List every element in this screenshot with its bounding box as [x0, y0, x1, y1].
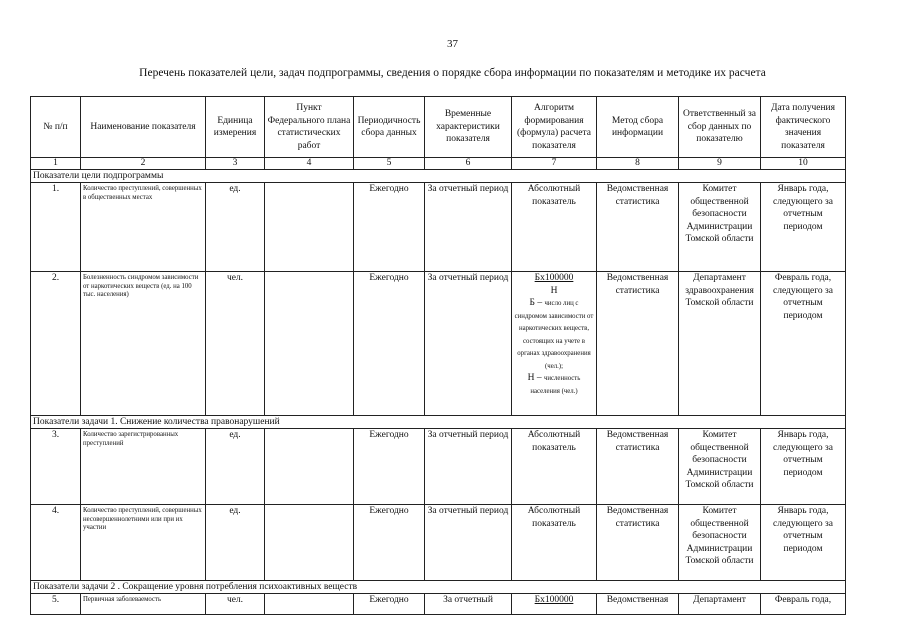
- indicator-name: Количество преступлений, совершенных несовершеннолетними или при их участии: [81, 505, 206, 581]
- responsible-cell: Комитет общественной безопасности Администрации Томской области: [679, 183, 761, 272]
- time-cell: За отчетный период: [425, 505, 512, 581]
- date-cell: Февраль года, следующего за отчетным периодом: [761, 272, 846, 416]
- col-header: Дата получения фактического значения показателя: [761, 97, 846, 158]
- plan-cell: [265, 183, 354, 272]
- time-cell: За отчетный: [425, 594, 512, 615]
- header-row: [31, 97, 846, 158]
- responsible-cell: Комитет общественной безопасности Администрации Томской области: [679, 505, 761, 581]
- page-number: 37: [447, 38, 458, 50]
- time-cell: За отчетный период: [425, 183, 512, 272]
- col-header: Наименование показателя: [81, 97, 206, 158]
- date-cell: Январь года, следующего за отчетным периодом: [761, 429, 846, 505]
- indicator-name: Первичная заболеваемость: [81, 594, 206, 615]
- col-number: 3: [206, 158, 265, 170]
- page-title: Перечень показателей цели, задач подпрограммы, сведения о порядке сбора информации по показателям и методике их расчета: [139, 67, 766, 79]
- col-number: 5: [354, 158, 425, 170]
- formula-n-description: численность населения (чел.): [530, 375, 581, 395]
- method-cell: Ведомственная: [597, 594, 679, 615]
- table-row: [31, 429, 846, 505]
- method-cell: Ведомственная статистика: [597, 505, 679, 581]
- col-number: 9: [679, 158, 761, 170]
- col-number: 2: [81, 158, 206, 170]
- unit-cell: чел.: [206, 594, 265, 615]
- section-row: [31, 416, 846, 429]
- algorithm-cell: Абсолютный показатель: [512, 183, 597, 272]
- period-cell: Ежегодно: [354, 272, 425, 416]
- period-cell: Ежегодно: [354, 594, 425, 615]
- row-number: 1.: [31, 183, 81, 272]
- col-number: 1: [31, 158, 81, 170]
- row-number: 4.: [31, 505, 81, 581]
- plan-cell: [265, 594, 354, 615]
- col-header: № п/п: [31, 97, 81, 158]
- col-number: 4: [265, 158, 354, 170]
- responsible-cell: Комитет общественной безопасности Администрации Томской области: [679, 429, 761, 505]
- col-header: Временные характеристики показателя: [425, 97, 512, 158]
- algorithm-cell: Абсолютный показатель: [512, 429, 597, 505]
- unit-cell: ед.: [206, 429, 265, 505]
- col-header: Метод сбора информации: [597, 97, 679, 158]
- section-row: [31, 581, 846, 594]
- col-header: Алгоритм формирования (формула) расчета показателя: [512, 97, 597, 158]
- method-cell: Ведомственная статистика: [597, 429, 679, 505]
- col-header: Пункт Федерального плана статистических работ: [265, 97, 354, 158]
- col-number: 8: [597, 158, 679, 170]
- period-cell: Ежегодно: [354, 183, 425, 272]
- formula-b-symbol: Б –: [529, 298, 545, 308]
- time-cell: За отчетный период: [425, 272, 512, 416]
- formula-denominator: Н: [550, 285, 558, 296]
- date-cell: Январь года, следующего за отчетным периодом: [761, 505, 846, 581]
- row-number: 2.: [31, 272, 81, 416]
- col-header: Единица измерения: [206, 97, 265, 158]
- indicator-name: Количество преступлений, совершенных в общественных местах: [81, 183, 206, 272]
- col-header: Периодичность сбора данных: [354, 97, 425, 158]
- algorithm-cell: [512, 272, 597, 416]
- section-row: [31, 170, 846, 183]
- responsible-cell: Департамент здравоохранения Томской области: [679, 272, 761, 416]
- time-cell: За отчетный период: [425, 429, 512, 505]
- col-number: 10: [761, 158, 846, 170]
- col-header: Ответственный за сбор данных по показателю: [679, 97, 761, 158]
- plan-cell: [265, 272, 354, 416]
- indicators-table: [30, 96, 846, 615]
- table-row: [31, 272, 846, 416]
- algorithm-cell: Абсолютный показатель: [512, 505, 597, 581]
- algorithm-cell: [512, 594, 597, 615]
- formula-b-legend: [514, 297, 594, 372]
- table-row: [31, 594, 846, 615]
- column-number-row: [31, 158, 846, 170]
- formula-numerator: Бх100000: [534, 273, 574, 283]
- unit-cell: ед.: [206, 183, 265, 272]
- formula-numerator: Бх100000: [534, 595, 574, 605]
- date-cell: Январь года, следующего за отчетным периодом: [761, 183, 846, 272]
- indicator-name: Количество зарегистрированных преступлений: [81, 429, 206, 505]
- period-cell: Ежегодно: [354, 429, 425, 505]
- section-title: Показатели задачи 2 . Сокращение уровня потребления психоактивных веществ: [31, 581, 846, 594]
- formula-b-description: число лиц с синдромом зависимости от наркотических веществ, состоящих на учете в органах здравоохранения (чел.);: [514, 300, 594, 370]
- row-number: 3.: [31, 429, 81, 505]
- formula-n-symbol: Н –: [527, 373, 544, 383]
- col-number: 6: [425, 158, 512, 170]
- plan-cell: [265, 505, 354, 581]
- method-cell: Ведомственная статистика: [597, 272, 679, 416]
- unit-cell: чел.: [206, 272, 265, 416]
- plan-cell: [265, 429, 354, 505]
- table-row: [31, 505, 846, 581]
- method-cell: Ведомственная статистика: [597, 183, 679, 272]
- unit-cell: ед.: [206, 505, 265, 581]
- period-cell: Ежегодно: [354, 505, 425, 581]
- row-number: 5.: [31, 594, 81, 615]
- formula-n-legend: [514, 372, 594, 397]
- section-title: Показатели задачи 1. Снижение количества правонарушений: [31, 416, 846, 429]
- date-cell: Февраль года,: [761, 594, 846, 615]
- col-number: 7: [512, 158, 597, 170]
- section-title: Показатели цели подпрограммы: [31, 170, 846, 183]
- table-row: [31, 183, 846, 272]
- responsible-cell: Департамент: [679, 594, 761, 615]
- indicator-name: Болезненность синдромом зависимости от наркотических веществ (ед. на 100 тыс. населения): [81, 272, 206, 416]
